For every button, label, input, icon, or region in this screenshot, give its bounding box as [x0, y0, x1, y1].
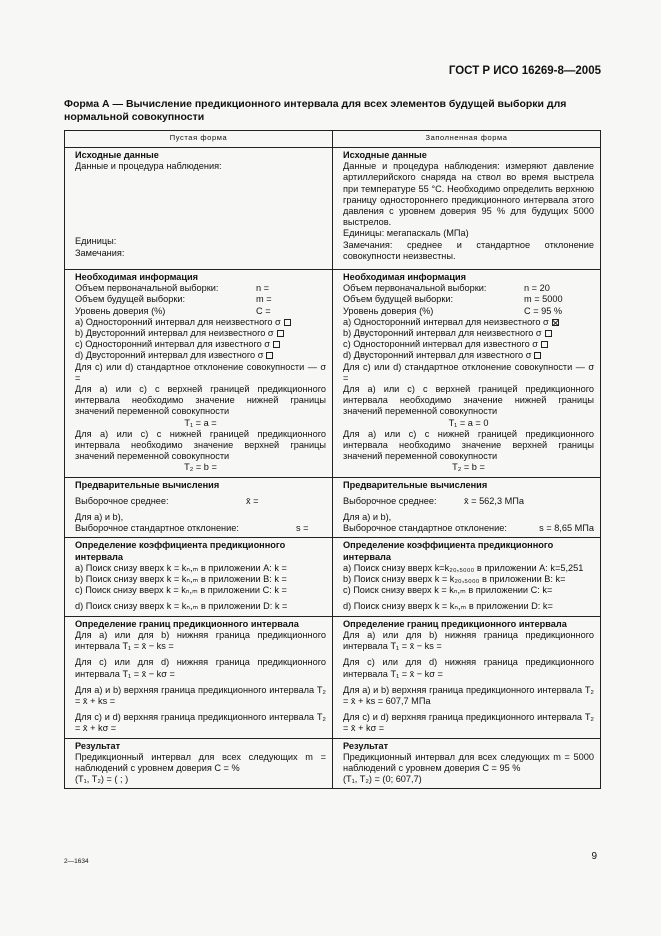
- checkbox-a-checked[interactable]: [552, 319, 559, 326]
- section-title: Определение коэффициента предикционного интервала: [343, 540, 554, 562]
- left-coefficient: [65, 538, 333, 616]
- c-label: Уровень доверия (%): [343, 305, 434, 316]
- for-a-b: Для a) и b),: [75, 512, 124, 523]
- lookup-d: d) Поиск снизу вверх k = kₙ,ₘ в приложении D: k =: [75, 601, 288, 612]
- option-d: d) Двусторонний интервал для известного σ: [75, 350, 264, 361]
- std-value: s =: [296, 523, 309, 534]
- left-result: [65, 738, 333, 789]
- upper-bound-cd: Для c) и d) верхняя граница предикционного интервала T₂ = x̄ + kσ =: [75, 712, 326, 734]
- column-header-blank: Пустая форма: [65, 131, 333, 148]
- form-table: [64, 130, 601, 789]
- m-label: Объем будущей выборки:: [343, 294, 454, 305]
- lower-bound-cd: Для c) или для d) нижняя граница предикционного интервала T₁ = x̄ − kσ =: [75, 657, 326, 679]
- page-number: 9: [591, 851, 597, 862]
- mean-value: x̄ = 562,3 МПа: [464, 495, 524, 506]
- option-a: a) Односторонний интервал для неизвестного σ: [343, 316, 549, 327]
- lookup-c: c) Поиск снизу вверх k = kₙ,ₘ в приложении C: k=: [343, 585, 553, 596]
- t2-value: T₂ = b =: [452, 462, 485, 473]
- lookup-d: d) Поиск снизу вверх k = kₙ,ₘ в приложении D: k=: [343, 601, 553, 612]
- lower-bound-note: Для a) или c) с верхней границей предикционного интервала необходимо значение нижней границы значений переменной совокупности: [343, 384, 594, 417]
- t1-value: T₁ = a = 0: [448, 417, 489, 428]
- left-preliminary: [65, 477, 333, 538]
- section-title: Необходимая информация: [343, 272, 467, 282]
- upper-bound-note: Для a) или c) с нижней границей предикционного интервала необходимо значение верхней границы значений переменной совокупности: [343, 428, 594, 462]
- option-b: b) Двусторонний интервал для неизвестного σ: [75, 328, 274, 339]
- for-a-b: Для a) и b),: [343, 512, 392, 523]
- section-title: Исходные данные: [75, 150, 159, 160]
- right-coefficient: [333, 538, 601, 616]
- section-title: Исходные данные: [343, 150, 427, 160]
- standard-number: ГОСТ Р ИСО 16269-8—2005: [448, 65, 601, 77]
- upper-bound-ab: Для a) и b) верхняя граница предикционного интервала T₂ = x̄ + ks =: [75, 684, 326, 706]
- lookup-a: a) Поиск снизу вверх k = kₙ,ₘ в приложении A: k =: [75, 562, 287, 573]
- right-preliminary: [333, 477, 601, 538]
- lookup-b: b) Поиск снизу вверх k = kₙ,ₘ в приложении B: k =: [75, 574, 287, 585]
- option-b: b) Двусторонний интервал для неизвестного σ: [343, 328, 542, 339]
- n-value: n = 20: [524, 283, 550, 294]
- mean-label: Выборочное среднее:: [343, 495, 437, 506]
- option-a: a) Односторонний интервал для неизвестного σ: [75, 316, 281, 327]
- std-label: Выборочное стандартное отклонение:: [343, 523, 507, 534]
- m-label: Объем будущей выборки:: [75, 294, 186, 305]
- remarks: Замечания:: [75, 247, 125, 258]
- column-header-filled: Заполненная форма: [333, 131, 601, 148]
- right-result: [333, 738, 601, 789]
- checkbox-d[interactable]: [266, 352, 273, 359]
- observation-procedure: Данные и процедура наблюдения:: [75, 161, 222, 172]
- right-initial-data: [333, 148, 601, 270]
- checkbox-c[interactable]: [273, 341, 280, 348]
- lower-bound-note: Для a) или c) с верхней границей предикционного интервала необходимо значение нижней границы значений переменной совокупности: [75, 384, 326, 417]
- mean-value: x̄ =: [246, 495, 259, 506]
- std-label: Выборочное стандартное отклонение:: [75, 523, 239, 534]
- section-title: Результат: [75, 740, 121, 751]
- lookup-a: a) Поиск снизу вверх k=k₂₀,₅₀₀₀ в приложении A: k=5,251: [343, 562, 584, 573]
- lower-bound-ab: Для a) или для b) нижняя граница предикционного интервала T₁ = x̄ − ks =: [343, 629, 594, 652]
- c-label: Уровень доверия (%): [75, 305, 166, 316]
- upper-bound-cd: Для c) и d) верхняя граница предикционного интервала T₂ = x̄ + kσ =: [343, 712, 594, 734]
- section-title: Предварительные вычисления: [343, 479, 488, 490]
- units: Единицы: мегапаскаль (МПа): [343, 228, 469, 239]
- n-label: Объем первоначальной выборки:: [75, 283, 219, 294]
- checkbox-d[interactable]: [534, 352, 541, 359]
- n-value: n =: [256, 283, 270, 294]
- left-bounds: [65, 616, 333, 738]
- sigma-note: Для c) или d) стандартное отклонение совокупности — σ =: [343, 361, 594, 383]
- upper-bound-ab: Для a) и b) верхняя граница предикционного интервала T₂ = x̄ + ks = 607,7 МПа: [343, 684, 594, 706]
- section-title: Определение границ предикционного интервала: [343, 618, 567, 629]
- right-required-info: [333, 270, 601, 478]
- section-title: Результат: [343, 740, 389, 751]
- mean-label: Выборочное среднее:: [75, 495, 169, 506]
- c-value: C = 95 %: [524, 305, 563, 316]
- sigma-note: Для c) или d) стандартное отклонение совокупности — σ =: [75, 361, 326, 383]
- checkbox-b[interactable]: [277, 330, 284, 337]
- t1-value: T₁ = a =: [184, 417, 217, 428]
- section-title: Предварительные вычисления: [75, 479, 220, 490]
- remarks: Замечания: среднее и стандартное отклонение совокупности неизвестны.: [343, 239, 594, 261]
- t2-value: T₂ = b =: [184, 462, 217, 473]
- left-initial-data: [65, 148, 333, 270]
- lower-bound-ab: Для a) или для b) нижняя граница предикционного интервала T₁ = x̄ − ks =: [75, 629, 326, 652]
- result-interval: (T₁, T₂) = ( ; ): [75, 774, 129, 785]
- option-c: c) Односторонний интервал для известного σ: [75, 339, 270, 350]
- result-text: Предикционный интервал для всех следующих m = 5000 наблюдений с уровнем доверия C = 95 %: [343, 751, 594, 773]
- section-title: Определение коэффициента предикционного интервала: [75, 540, 286, 562]
- units: Единицы:: [75, 236, 117, 247]
- checkbox-b[interactable]: [545, 330, 552, 337]
- option-d: d) Двусторонний интервал для известного σ: [343, 350, 532, 361]
- form-title: Форма А — Вычисление предикционного интервала для всех элементов будущей выборки для нормальной совокупности: [64, 98, 567, 123]
- n-label: Объем первоначальной выборки:: [343, 283, 487, 294]
- result-interval: (T₁, T₂) = (0; 607,7): [343, 774, 422, 785]
- section-title: Необходимая информация: [75, 272, 199, 282]
- upper-bound-note: Для a) или c) с нижней границей предикционного интервала необходимо значение верхней границы значений переменной совокупности: [75, 428, 326, 462]
- right-bounds: [333, 616, 601, 738]
- observation-procedure: Данные и процедура наблюдения: измеряют давление артиллерийского снаряда на ствол во время выстрела при температуре 55 °C. Необходимо определить верхнюю границу одностороннего предикционного интервала этого давления с уровнем доверия 95 % для будущих 5000 выстрелов.: [343, 161, 594, 228]
- left-required-info: [65, 270, 333, 478]
- m-value: m = 5000: [524, 294, 563, 305]
- lookup-c: c) Поиск снизу вверх k = kₙ,ₘ в приложении C: k =: [75, 585, 287, 596]
- std-value: s = 8,65 МПа: [539, 523, 594, 534]
- print-code: 2—1634: [64, 858, 89, 865]
- lookup-b: b) Поиск снизу вверх k = k₂₀,₅₀₀₀ в приложении B: k=: [343, 574, 566, 585]
- result-text: Предикционный интервал для всех следующих m = наблюдений с уровнем доверия C = %: [75, 751, 326, 773]
- c-value: C =: [256, 305, 271, 316]
- m-value: m =: [256, 294, 272, 305]
- section-title: Определение границ предикционного интервала: [75, 618, 299, 629]
- lower-bound-cd: Для c) или для d) нижняя граница предикционного интервала T₁ = x̄ − kσ =: [343, 657, 594, 679]
- checkbox-c[interactable]: [541, 341, 548, 348]
- checkbox-a[interactable]: [284, 319, 291, 326]
- option-c: c) Односторонний интервал для известного σ: [343, 339, 538, 350]
